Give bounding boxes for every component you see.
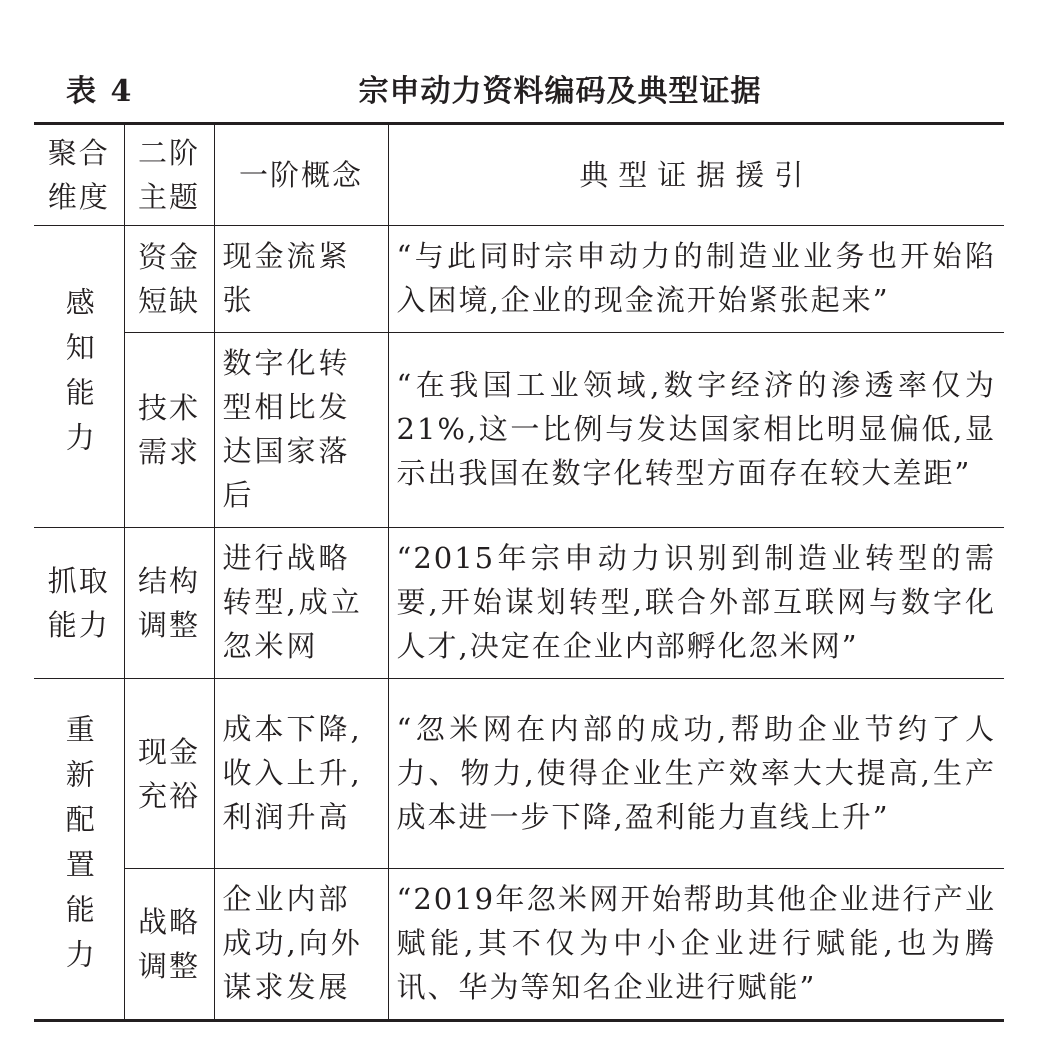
concept-cell [214, 333, 388, 528]
coding-evidence-table [34, 122, 1004, 1022]
concept-text: 进行战略转型,成立忽米网 [222, 541, 363, 663]
concept-cell [214, 679, 388, 869]
theme-cell: 战略调整 [124, 869, 214, 1021]
evidence-text: “在我国工业领域,数字经济的渗透率仅为21%,这一比例与发达国家相比明显偏低,显示出我国在数字化转型方面存在较大差距” [396, 368, 996, 490]
table-row [34, 528, 1004, 679]
evidence-cell [388, 869, 1004, 1021]
header-evidence: 典型证据援引 [388, 124, 1004, 226]
evidence-text: “与此同时宗申动力的制造业业务也开始陷入困境,企业的现金流开始紧张起来” [396, 239, 996, 317]
dimension-cell: 抓取能力 [34, 528, 124, 679]
table-number: 表 4 [66, 74, 134, 109]
table-row [34, 226, 1004, 333]
header-row [34, 124, 1004, 226]
table-caption [0, 58, 1037, 110]
concept-text: 企业内部成功,向外谋求发展 [222, 882, 363, 1004]
evidence-cell [388, 528, 1004, 679]
table-title: 宗申动力资料编码及典型证据 [358, 74, 762, 109]
header-concept: 一阶概念 [214, 124, 388, 226]
theme-cell: 结构调整 [124, 528, 214, 679]
evidence-text: “2015年宗申动力识别到制造业转型的需要,开始谋划转型,联合外部互联网与数字化人才,决定在企业内部孵化忽米网” [396, 541, 996, 663]
evidence-cell [388, 226, 1004, 333]
concept-cell [214, 528, 388, 679]
table-row [34, 333, 1004, 528]
evidence-text: “2019年忽米网开始帮助其他企业进行产业赋能,其不仅为中小企业进行赋能,也为腾讯、华为等知名企业进行赋能” [396, 882, 996, 1004]
theme-cell: 技术需求 [124, 333, 214, 528]
header-theme: 二阶主题 [124, 124, 214, 226]
evidence-text: “忽米网在内部的成功,帮助企业节约了人力、物力,使得企业生产效率大大提高,生产成本进一步下降,盈利能力直线上升” [396, 711, 996, 834]
concept-text: 现金流紧张 [222, 239, 351, 317]
evidence-cell [388, 679, 1004, 869]
concept-cell [214, 869, 388, 1021]
header-dimension: 聚合维度 [34, 124, 124, 226]
theme-cell: 现金充裕 [124, 679, 214, 869]
table-row [34, 679, 1004, 869]
evidence-cell [388, 333, 1004, 528]
concept-cell [214, 226, 388, 333]
table-row [34, 869, 1004, 1021]
concept-text: 数字化转型相比发达国家落后 [222, 346, 351, 512]
concept-text: 成本下降,收入上升,利润升高 [222, 711, 363, 834]
theme-cell: 资金短缺 [124, 226, 214, 333]
dimension-cell: 重新配置能力 [34, 679, 124, 1021]
dimension-cell: 感知能力 [34, 226, 124, 528]
